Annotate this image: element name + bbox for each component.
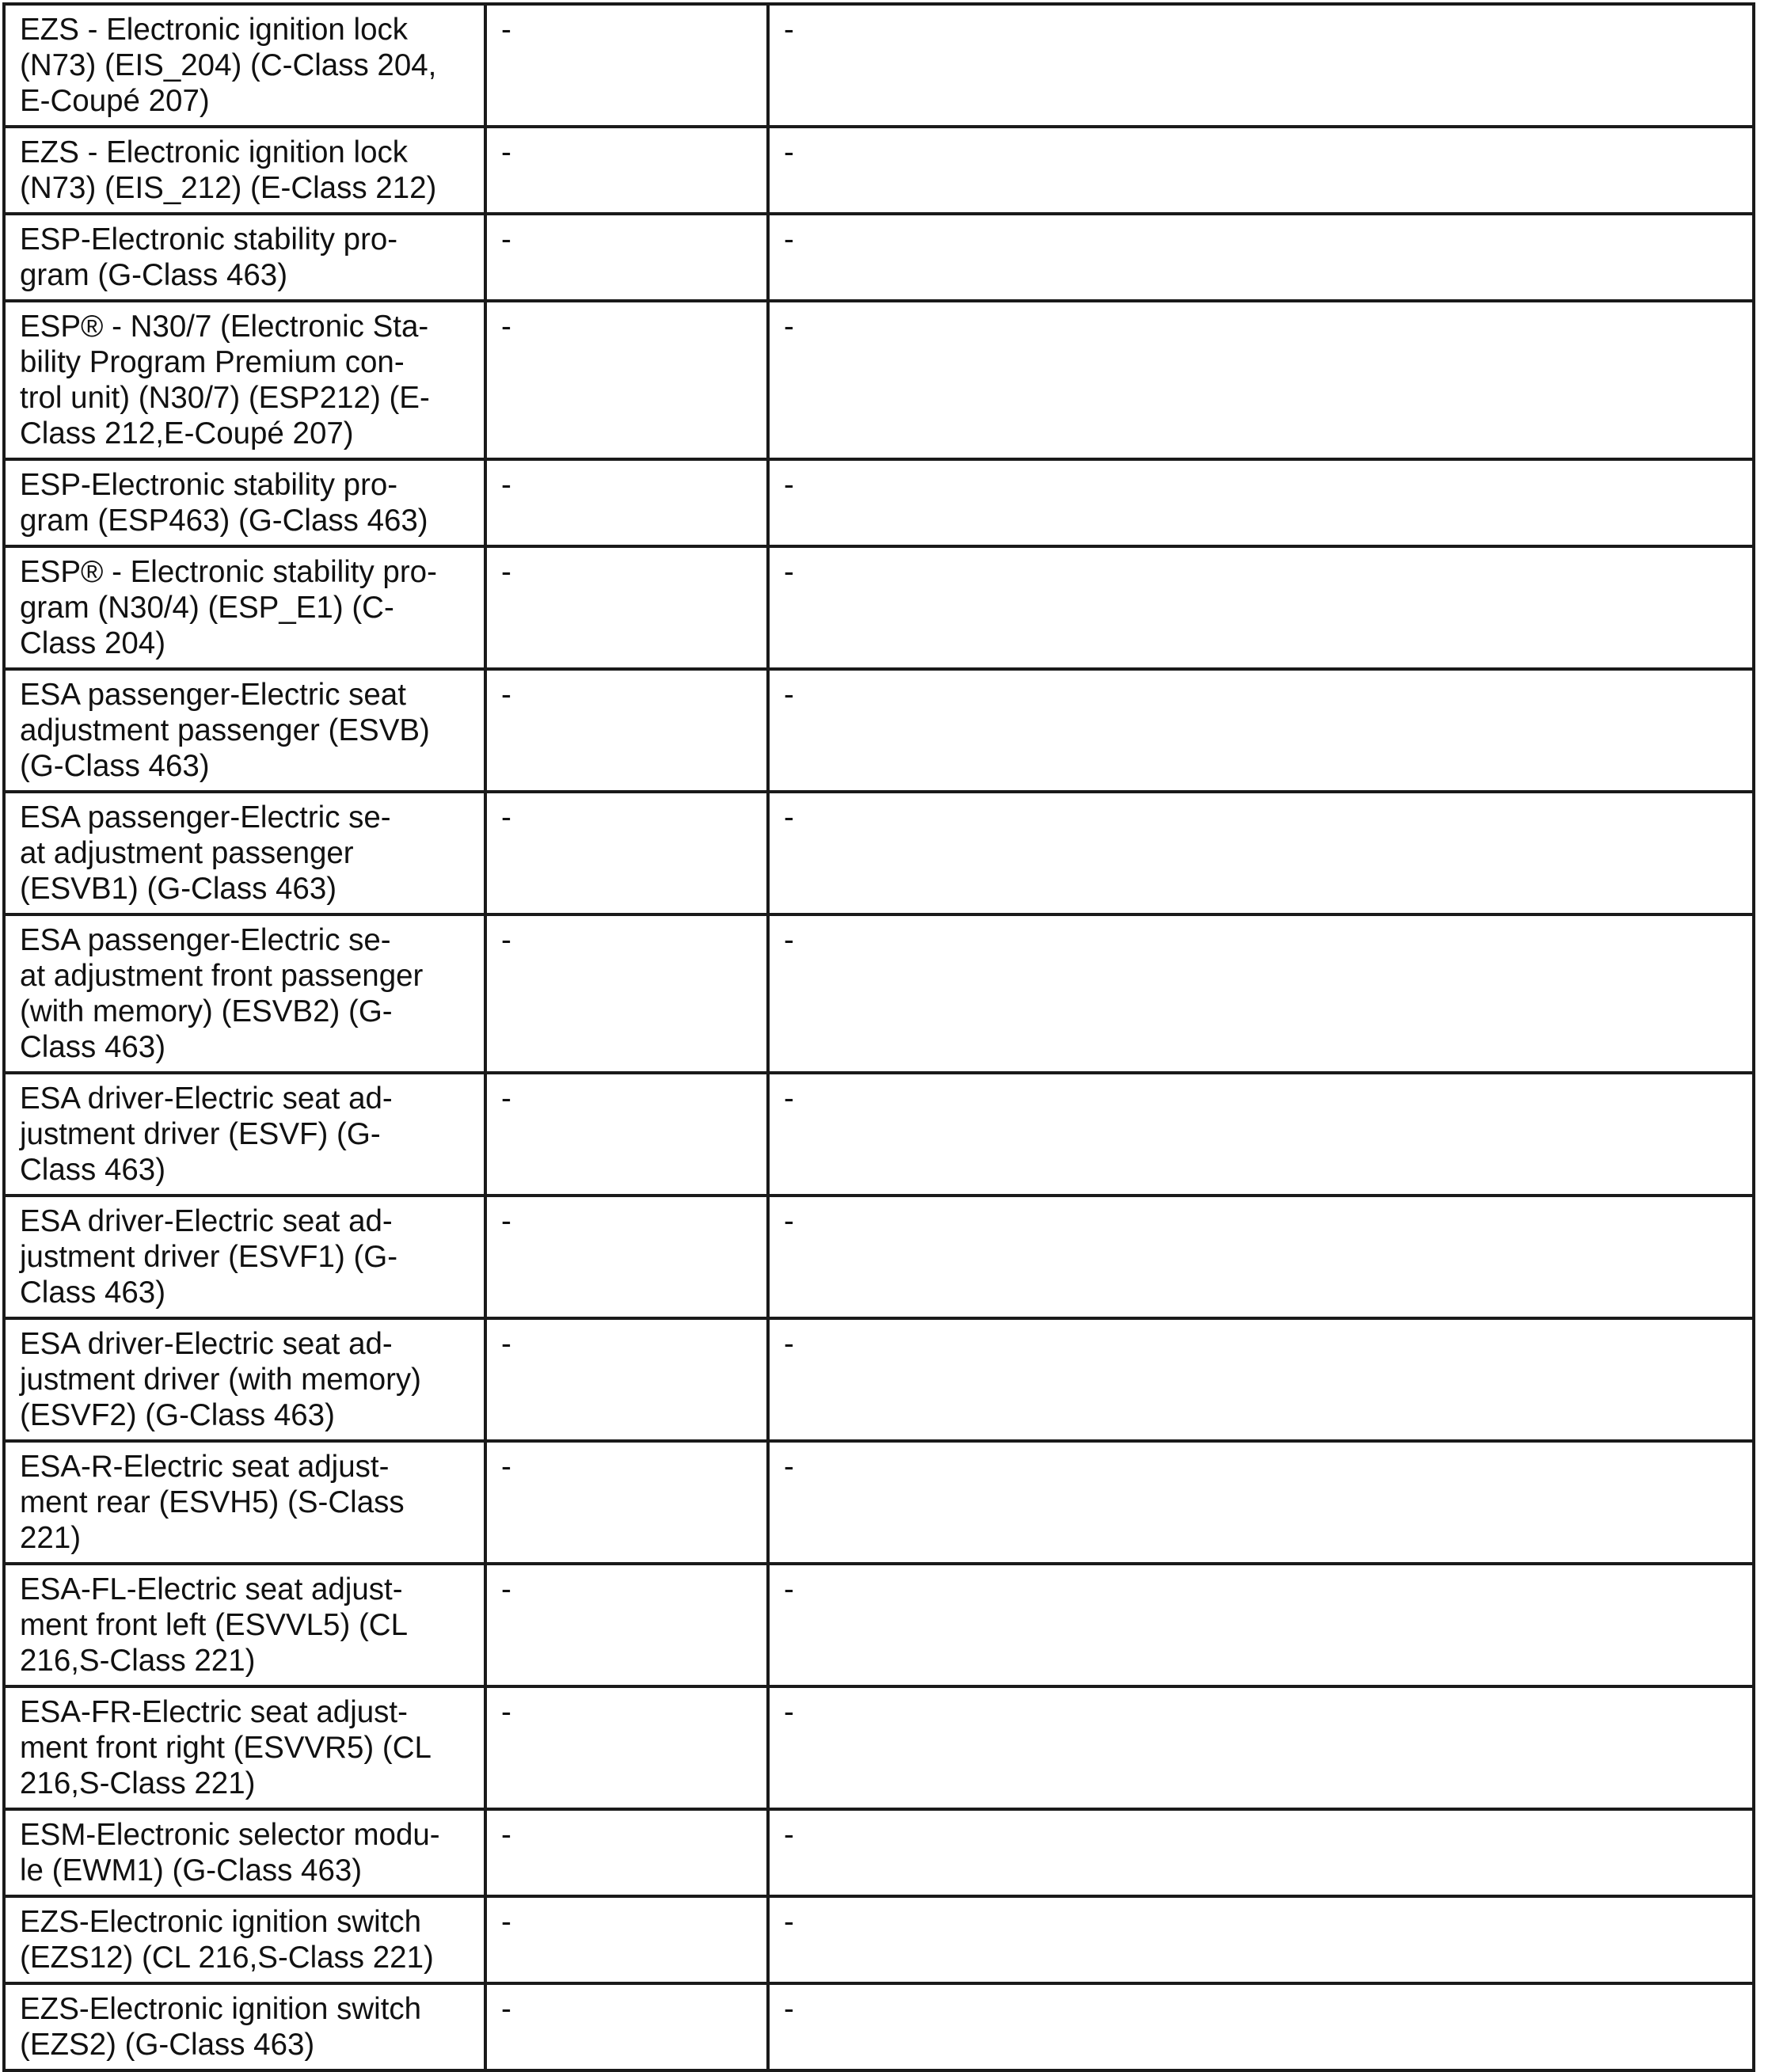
table-row (4, 4, 1754, 127)
control-unit-name: ESA driver-Electric seat ad- justment driver (ESVF) (G- Class 463) (4, 1073, 485, 1196)
table-row (4, 214, 1754, 301)
table-row (4, 1896, 1754, 1983)
column-3-value: - (768, 1686, 1754, 1809)
column-3-value: - (768, 127, 1754, 214)
control-unit-name: ESP-Electronic stability pro- gram (G-Class 463) (4, 214, 485, 301)
control-unit-name: EZS-Electronic ignition switch (EZS12) (CL 216,S-Class 221) (4, 1896, 485, 1983)
table-row (4, 792, 1754, 914)
column-2-value: - (485, 1441, 768, 1564)
table-row (4, 459, 1754, 546)
column-2-value: - (485, 669, 768, 792)
column-3-value: - (768, 1983, 1754, 2070)
column-3-value: - (768, 914, 1754, 1073)
column-2-value: - (485, 1983, 768, 2070)
control-unit-name: EZS-Electronic ignition switch (EZS2) (G-Class 463) (4, 1983, 485, 2070)
column-3-value: - (768, 1441, 1754, 1564)
table-row (4, 546, 1754, 669)
column-2-value: - (485, 214, 768, 301)
control-unit-name: ESP® - N30/7 (Electronic Sta- bility Program Premium con- trol unit) (N30/7) (ESP212) (E- Class 212,E-Coupé 207) (4, 301, 485, 459)
control-unit-table (2, 2, 1755, 2072)
column-2-value: - (485, 1318, 768, 1441)
column-3-value: - (768, 546, 1754, 669)
table-row (4, 1983, 1754, 2070)
table-row (4, 1073, 1754, 1196)
table-row (4, 1686, 1754, 1809)
table-row (4, 669, 1754, 792)
control-unit-name: ESP® - Electronic stability pro- gram (N30/4) (ESP_E1) (C- Class 204) (4, 546, 485, 669)
column-2-value: - (485, 4, 768, 127)
table-row (4, 1318, 1754, 1441)
control-unit-name: ESA passenger-Electric seat adjustment passenger (ESVB) (G-Class 463) (4, 669, 485, 792)
control-unit-name: ESA driver-Electric seat ad- justment driver (with memory) (ESVF2) (G-Class 463) (4, 1318, 485, 1441)
column-3-value: - (768, 1073, 1754, 1196)
column-3-value: - (768, 1196, 1754, 1318)
column-2-value: - (485, 1564, 768, 1686)
column-3-value: - (768, 669, 1754, 792)
column-3-value: - (768, 4, 1754, 127)
table-row (4, 914, 1754, 1073)
control-unit-name: EZS - Electronic ignition lock (N73) (EIS_204) (C-Class 204, E-Coupé 207) (4, 4, 485, 127)
column-2-value: - (485, 1896, 768, 1983)
column-3-value: - (768, 1564, 1754, 1686)
column-3-value: - (768, 301, 1754, 459)
table-row (4, 1441, 1754, 1564)
column-2-value: - (485, 1809, 768, 1896)
table-row (4, 1564, 1754, 1686)
column-2-value: - (485, 127, 768, 214)
column-2-value: - (485, 1686, 768, 1809)
table-row (4, 127, 1754, 214)
table-row (4, 1809, 1754, 1896)
control-unit-name: ESM-Electronic selector modu- le (EWM1) (G-Class 463) (4, 1809, 485, 1896)
column-2-value: - (485, 914, 768, 1073)
control-unit-name: ESP-Electronic stability pro- gram (ESP463) (G-Class 463) (4, 459, 485, 546)
column-2-value: - (485, 1073, 768, 1196)
control-unit-name: ESA-R-Electric seat adjust- ment rear (ESVH5) (S-Class 221) (4, 1441, 485, 1564)
column-3-value: - (768, 459, 1754, 546)
control-unit-name: ESA-FL-Electric seat adjust- ment front left (ESVVL5) (CL 216,S-Class 221) (4, 1564, 485, 1686)
column-2-value: - (485, 546, 768, 669)
control-unit-name: ESA driver-Electric seat ad- justment driver (ESVF1) (G- Class 463) (4, 1196, 485, 1318)
table-body (4, 4, 1754, 2070)
column-3-value: - (768, 1318, 1754, 1441)
column-3-value: - (768, 214, 1754, 301)
control-unit-name: ESA-FR-Electric seat adjust- ment front right (ESVVR5) (CL 216,S-Class 221) (4, 1686, 485, 1809)
column-2-value: - (485, 301, 768, 459)
control-unit-name: ESA passenger-Electric se- at adjustment passenger (ESVB1) (G-Class 463) (4, 792, 485, 914)
table-row (4, 1196, 1754, 1318)
control-unit-name: ESA passenger-Electric se- at adjustment front passenger (with memory) (ESVB2) (G- Class 463) (4, 914, 485, 1073)
column-2-value: - (485, 1196, 768, 1318)
column-3-value: - (768, 1896, 1754, 1983)
column-2-value: - (485, 459, 768, 546)
table-row (4, 301, 1754, 459)
control-unit-name: EZS - Electronic ignition lock (N73) (EIS_212) (E-Class 212) (4, 127, 485, 214)
column-3-value: - (768, 792, 1754, 914)
column-2-value: - (485, 792, 768, 914)
column-3-value: - (768, 1809, 1754, 1896)
